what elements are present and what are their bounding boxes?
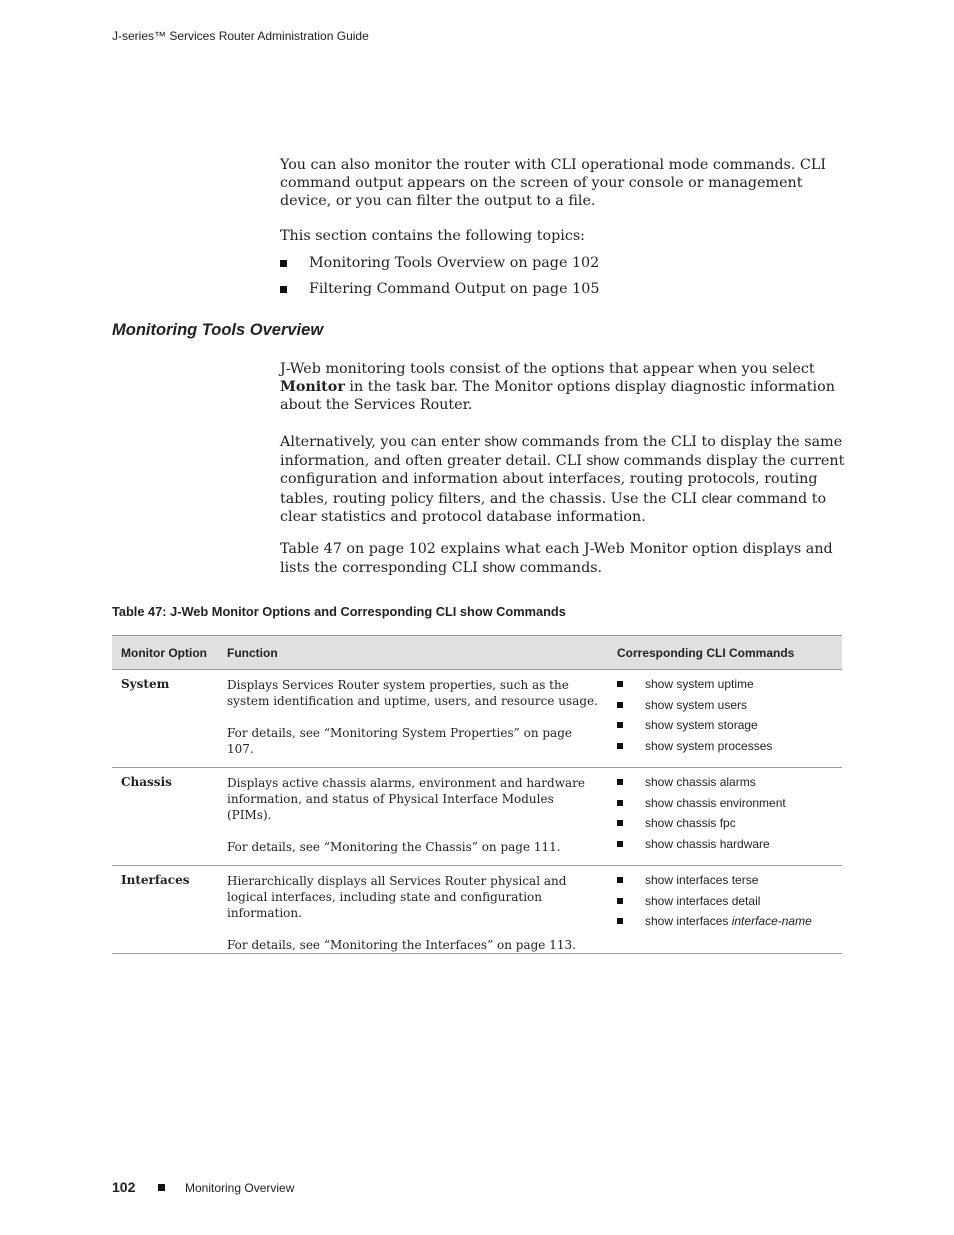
- bullet-square-icon: [617, 898, 623, 904]
- option-cell: Interfaces: [112, 866, 218, 954]
- monitor-options-table: [112, 635, 842, 954]
- column-header: Monitor Option: [112, 636, 218, 670]
- bullet-square-icon: [617, 877, 623, 883]
- bullet-square-icon: [617, 820, 623, 826]
- running-header: J-series™ Services Router Administration Guide: [112, 29, 369, 43]
- command-item: show interfaces terse: [617, 873, 842, 894]
- command-item: show system uptime: [617, 677, 842, 698]
- bullet-square-icon: [617, 918, 623, 924]
- topics-list: [280, 254, 599, 306]
- bullet-square-icon: [617, 841, 623, 847]
- table-row: [112, 866, 842, 954]
- function-cell: Hierarchically displays all Services Router physical and logical interfaces, including state and configuration information. For details, see “Monitoring the Interfaces” on page 113.: [218, 866, 608, 954]
- option-cell: Chassis: [112, 768, 218, 866]
- bullet-square-icon: [617, 743, 623, 749]
- column-header: Function: [218, 636, 608, 670]
- topics-intro: This section contains the following topics:: [280, 228, 585, 244]
- commands-cell: [608, 866, 842, 954]
- commands-cell: [608, 670, 842, 768]
- command-item: show chassis fpc: [617, 816, 842, 837]
- bullet-square-icon: [280, 286, 287, 293]
- function-cell: Displays active chassis alarms, environment and hardware information, and status of Physical Interface Modules (PIMs). For details, see “Monitoring the Chassis” on page 111.: [218, 768, 608, 866]
- page-number: 102: [112, 1179, 136, 1195]
- command-item: show interfaces interface-name: [617, 914, 842, 935]
- command-argument: interface-name: [731, 914, 812, 929]
- footer-square-icon: [158, 1184, 165, 1191]
- bullet-square-icon: [617, 722, 623, 728]
- column-header: Corresponding CLI Commands: [608, 636, 842, 670]
- topic-item[interactable]: Monitoring Tools Overview on page 102: [280, 254, 599, 280]
- command-item: show system users: [617, 698, 842, 719]
- section-heading: Monitoring Tools Overview: [112, 321, 324, 339]
- command-item: show system storage: [617, 718, 842, 739]
- intro-paragraph: You can also monitor the router with CLI operational mode commands. CLI command output appears on the screen of your console or management device, or you can filter the output to a file.: [280, 157, 827, 210]
- table-caption: Table 47: J-Web Monitor Options and Corresponding CLI show Commands: [112, 604, 566, 619]
- bullet-square-icon: [280, 260, 287, 267]
- bullet-square-icon: [617, 800, 623, 806]
- command-item: show chassis alarms: [617, 775, 842, 796]
- table-row: [112, 670, 842, 768]
- section-paragraph-3: Table 47 on page 102 explains what each J-Web Monitor option displays and lists the corresponding CLI show commands.: [280, 541, 833, 577]
- command-item: show chassis hardware: [617, 837, 842, 858]
- topic-item[interactable]: Filtering Command Output on page 105: [280, 280, 599, 306]
- chapter-title: Monitoring Overview: [185, 1181, 295, 1195]
- command-item: show chassis environment: [617, 796, 842, 817]
- function-cell: Displays Services Router system properties, such as the system identification and uptime, users, and resource usage. For details, see “Monitoring System Properties” on page 107.: [218, 670, 608, 768]
- command-item: show system processes: [617, 739, 842, 760]
- bullet-square-icon: [617, 681, 623, 687]
- option-cell: System: [112, 670, 218, 768]
- commands-cell: [608, 768, 842, 866]
- bullet-square-icon: [617, 702, 623, 708]
- table-row: [112, 768, 842, 866]
- bullet-square-icon: [617, 779, 623, 785]
- section-paragraph-2: Alternatively, you can enter show commands from the CLI to display the same information, and often greater detail. CLI show commands display the current configuration and information about interfaces, routing protocols, routing tables, routing policy filters, and the chassis. Use the CLI clear command to clear statistics and protocol database information.: [280, 433, 845, 525]
- table-header-row: [112, 636, 842, 670]
- command-item: show interfaces detail: [617, 894, 842, 915]
- monitor-keyword: Monitor: [280, 379, 345, 396]
- section-paragraph-1: J-Web monitoring tools consist of the options that appear when you select Monitor in the task bar. The Monitor options display diagnostic information about the Services Router.: [280, 361, 835, 414]
